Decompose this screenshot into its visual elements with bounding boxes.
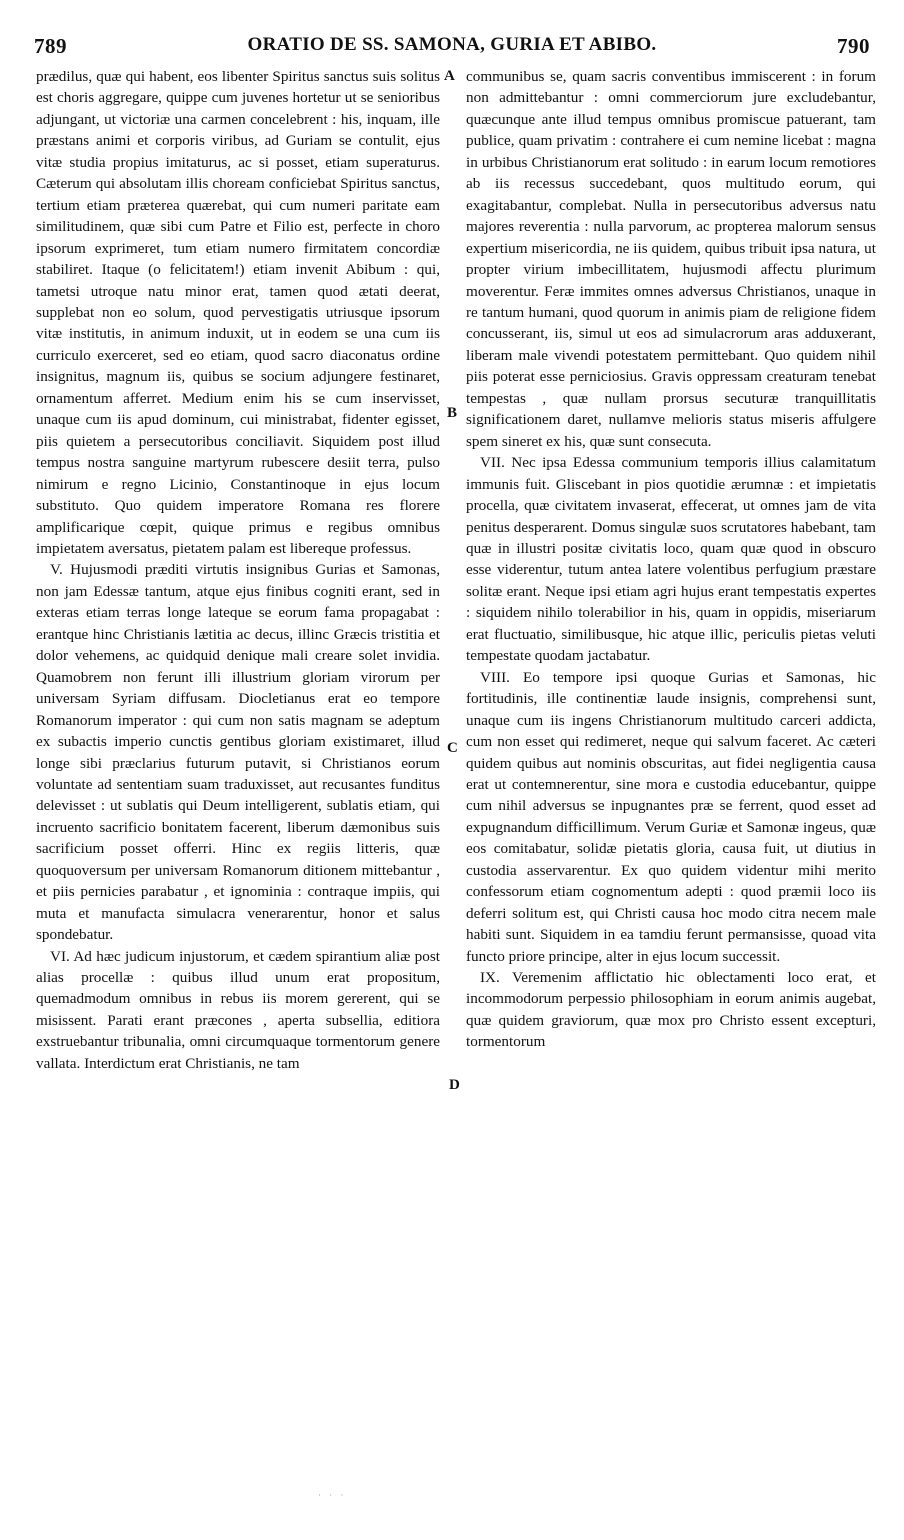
margin-letter-c: C bbox=[447, 740, 458, 756]
paragraph-right-3: VIII. Eo tempore ipsi quoque Gurias et Samonas, hic fortitudinis, ille continentiæ laude insignis, comprehensi sunt, unaque cum iis ingens Christianorum multitudo carceri addicta, cum non esset qui redimeret, neque qui salvum faceret. Ac cæteri quidem quibus aut nominis obscuritas, aut fidei negligentia causa erat ut contemnerentur, sine mora e custodia educebantur, quippe cum nihil adversus se inpugnantes præ se ferrent, quod esset ad expugnandum difficillimum. Verum Guriæ et Samonæ ingeus, quæ eos comitabatur, solidæ pietatis gloria, causa fuit, ut diutius in custodia asservarentur. Ex quo quidem videntur mihi merito confessorum etiam cognomentum adepti : quod præmii loco iis deferri solitum est, qui Christi causa hoc modo citra necem male habiti sunt. Siquidem in ea tamdiu ferunt permansisse, quoad vita functo priore principe, alter in ejus locum successit. bbox=[466, 668, 876, 965]
page-number-left: 789 bbox=[34, 34, 67, 58]
paragraph-left-2: V. Hujusmodi præditi virtutis insignibus Gurias et Samonas, non jam Edessæ tantum, atque ejus finibus cogniti erant, sed in exteras etiam terras longe lateque se eorum fama propagabat : erantque hinc Christianis lætitia ac decus, illinc Græcis tristitia et dolor vehemens, ac quidquid denique mali creare solet invidia. Quamobrem non ferunt illi illustrium gloriam virorum per universam Syriam diffusam. Diocletianus erat eo tempore Romanorum imperator : qui cum non satis magnam se adeptum ex subactis imperio cunctis gentibus gloriam existimaret, illud longe sibi præclarius futurum putavit, si Christianos eorum voluntate ad sententiam suam traduxisset, aut recusantes funditus delevisset : ut sublatis qui Deum intelligerent, sublatis etiam, qui incruento sacrificio bonitatem facerent, liberum dæmonibus suis sacrificium posset offerri. Hinc ex regiis litteris, quæ quoquoversum per universam Romanorum ditionem mittebantur , et piis pernicies parabatur , et ignominia : contraque impiis, qui muta et manufacta simulacra venerarentur, honor et salus spondebatur. bbox=[36, 561, 440, 944]
paragraph-right-1: communibus se, quam sacris conventibus immiscerent : in forum non admittebantur : omni commerciorum jure excludebantur, quæcunque ante illud tempus omnibus promiscue patuerant, tam publice, quam privatim : contrahere ei cum nemine licebat : magna in urbibus Christianorum erat solitudo : in earum locum remotiores ab iis recessus succedebant, quos multitudo eorum, qui exagitabantur, complebat. Nulla in persecutoribus adversus natu majores reverentia : nulla parvorum, ac propterea malorum sensus expertium misericordia, ne iis quidem, quibus tribuit ipsa natura, ut propter virium imbecillitatem, hujusmodi affectu plurimum moverentur. Feræ immites omnes adversus Christianos, unaque in re tantum humani, quod quorum in animis piam de religione fidem concusserant, iis, simul ut eos ad simulacrorum aras adduxerant, liberam male vivendi potestatem permittebant. Quo quidem nihil piis poterat esse perniciosius. Gravis oppressam creaturam tenebat tempestas , quæ nullam prorsus secuturæ tranquillitatis significationem daret, nullamve melioris status miseris affulgere spem sineret ex his, quæ sunt consecuta. bbox=[466, 68, 876, 450]
left-column bbox=[36, 66, 440, 1074]
paragraph-left-1: prædilus, quæ qui habent, eos libenter Spiritus sanctus suis solitus est choris aggregare, quippe cum juvenes hortetur ut se senioribus adjungant, ut victoriæ una carmen concelebrent : his, inquam, ille præstans animi et corporis viribus, ad Guriam se contulit, ejus vitæ studia propius imitaturus, ac si posset, etiam superaturus. Cæterum qui absolutam illis choream conficiebat Spiritus sanctus, tertium etiam præterea quærebat, qui cum numeri paritate eam similitudinem, quæ sibi cum Patre et Filio est, perfecte in choro ipsorum exprimeret, tum etiam numero firmitatem concordiæ stabiliret. Itaque (o felicitatem!) etiam invenit Abibum : qui, tametsi utroque natu minor erat, tamen quod ætati deerat, supplebat non eo solum, quod pervestigatis utriusque ipsorum vitæ institutis, in animum induxit, ut in eodem se una cum iis curriculo exerceret, sed eo etiam, quod sacro diaconatus ordine insignitus, magnum iis, quibus se socium adjungere festinaret, ornamentum afferret. Medium enim his se cum inservisset, unaque cum iis apud dominum, cui ministrabat, fidenter egisset, piis quietem a persecutoribus conciliavit. Siquidem post illud tempus nostra sanguine martyrum rubescere desiit terra, pulso nimirum e regno Licinio, Constantinoque in ejus locum substituto. Quo quidem imperatore Romana res florere amplificarique cœpit, quique primus e regibus omnibus impietatem aversatus, pietatem palam est libereque professus. bbox=[36, 68, 440, 557]
paragraph-left-3: VI. Ad hæc judicum injustorum, et cædem spirantium aliæ post alias procellæ : quibus illud unum erat propositum, quemadmodum omnibus in rebus iis morem gererent, qui se misissent. Parati erant præcones , aperta subsellia, editiora exstruebantur tribunalia, omni circumquaque tormentorum genere vallata. Interdictum erat Christianis, ne tam bbox=[36, 947, 440, 1072]
paragraph-right-2: VII. Nec ipsa Edessa communium temporis illius calamitatum immunis fuit. Gliscebant in pios quotidie ærumnæ : et impietatis procella, quæ civitatem invaserat, effecerat, ut omnes jam de vita penitus desperarent. Domus singulæ suos scrutatores habebant, tam quæ in illustri positæ civitatis loco, quam quæ quod in obscuro esse viderentur, tutum antea latere volentibus perfugium præstare solitæ erant. Neque ipsi etiam agri hujus erant tempestatis expertes : siquidem nihilo tolerabilior in his, quam in oppidis, miseriarum erat fluctuatio, similibusque, hic atque illic, periculis pietas veluti tempestate quodam jactabatur. bbox=[466, 454, 876, 665]
margin-letter-d: D bbox=[449, 1077, 460, 1093]
page-number-right: 790 bbox=[837, 34, 870, 58]
page-title: ORATIO DE SS. SAMONA, GURIA ET ABIBO. bbox=[247, 34, 657, 55]
running-header bbox=[20, 34, 884, 64]
scan-speckle: · · · bbox=[318, 1490, 347, 1500]
right-column bbox=[466, 66, 876, 1053]
paragraph-right-4: IX. Veremenim afflictatio hic oblectamenti loco erat, et incommodorum perpessio philosophiam in eorum animis augebat, quæ quidem graviorum, quæ mox pro Christo essent excepturi, tormentorum bbox=[466, 969, 876, 1051]
margin-letter-a: A bbox=[444, 68, 455, 84]
margin-letter-b: B bbox=[447, 405, 458, 421]
